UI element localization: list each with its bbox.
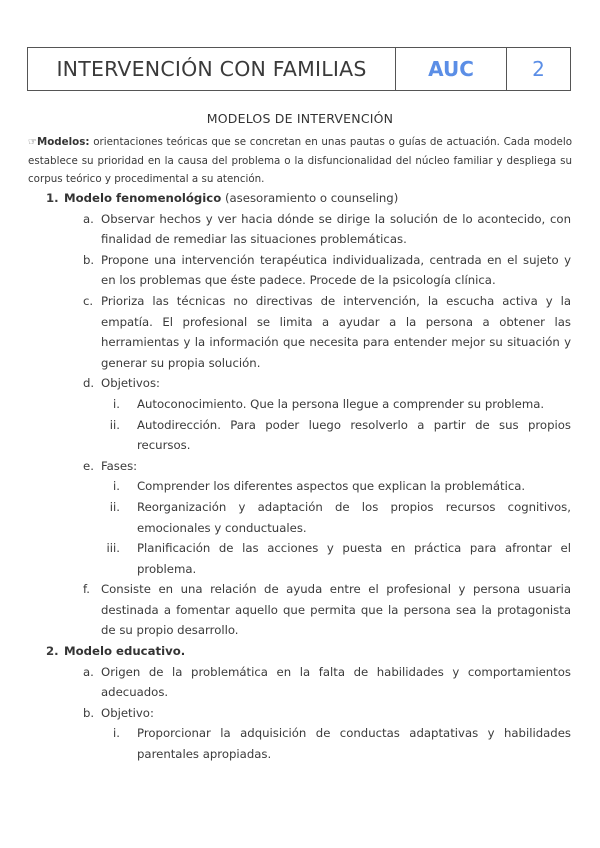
model-title: Modelo fenomenológico xyxy=(64,191,222,205)
list-item-text: Origen de la problemática en la falta de habilidades y comportamientos adecuados. xyxy=(101,664,571,700)
list-item-text: Autoconocimiento. Que la persona llegue a comprender su problema. xyxy=(137,396,545,411)
list-item xyxy=(0,209,600,250)
list-marker: 2. xyxy=(46,644,59,659)
list-marker: d. xyxy=(83,376,95,391)
sub-list-item xyxy=(0,538,600,579)
intro-text: orientaciones teóricas que se concretan en unas pautas o guías de actuación. Cada modelo establece su prioridad en la causa del problema o la disfuncionalidad del núcleo familiar y despliega su corpus teórico y procedimental a su atención. xyxy=(28,136,572,185)
list-marker: i. xyxy=(113,396,120,411)
unit-number: 2 xyxy=(506,48,570,90)
section-title: MODELOS DE INTERVENCIÓN xyxy=(206,111,394,126)
model-item xyxy=(0,641,600,662)
model-title: Modelo educativo. xyxy=(64,644,186,659)
sub-list-item xyxy=(0,497,600,538)
models-list xyxy=(0,188,600,765)
list-marker: i. xyxy=(113,479,120,494)
sub-list-item xyxy=(0,723,600,764)
list-marker: b. xyxy=(83,705,95,720)
list-item-text: Comprender los diferentes aspectos que explican la problemática. xyxy=(137,479,526,494)
list-marker: a. xyxy=(83,211,94,226)
list-item-text: Observar hechos y ver hacia dónde se dirige la solución de lo acontecido, con finalidad de remediar las situaciones problemáticas. xyxy=(101,211,571,247)
list-item xyxy=(0,291,600,373)
sub-list-item xyxy=(0,415,600,456)
list-marker: f. xyxy=(83,582,90,597)
list-item xyxy=(0,373,600,394)
model-subtitle: (asesoramiento o counseling) xyxy=(221,191,399,205)
list-item xyxy=(0,250,600,291)
list-item-text: Consiste en una relación de ayuda entre el profesional y persona usuaria destinada a fomentar aquello que permita que la persona sea la protagonista de su propio desarrollo. xyxy=(101,582,571,638)
list-item-text: Objetivos: xyxy=(101,376,160,391)
list-marker: e. xyxy=(83,458,94,473)
sub-list-item xyxy=(0,476,600,497)
list-item-text: Fases: xyxy=(101,458,138,473)
list-item-text: Propone una intervención terapéutica individualizada, centrada en el sujeto y en los problemas que éste padece. Procede de la psicología clínica. xyxy=(101,252,571,288)
list-item-text: Proporcionar la adquisición de conductas adaptativas y habilidades parentales apropiadas. xyxy=(137,726,571,762)
model-item xyxy=(0,188,600,209)
list-item-text: Planificación de las acciones y puesta en práctica para afrontar el problema. xyxy=(137,541,571,576)
subject-title: INTERVENCIÓN CON FAMILIAS xyxy=(56,57,367,81)
list-item xyxy=(0,703,600,724)
intro-paragraph xyxy=(28,133,572,188)
list-marker: b. xyxy=(83,252,95,267)
list-marker: ii. xyxy=(109,417,120,432)
list-item xyxy=(0,456,600,477)
list-marker: c. xyxy=(83,293,94,308)
list-marker: iii. xyxy=(106,541,120,556)
intro-term: Modelos: xyxy=(36,136,90,148)
list-item xyxy=(0,662,600,703)
list-marker: 1. xyxy=(46,191,59,205)
list-item-text: Objetivo: xyxy=(101,705,154,720)
subject-code: AUC xyxy=(395,48,506,90)
sub-list-item xyxy=(0,394,600,415)
list-item-text: Prioriza las técnicas no directivas de intervención, la escucha activa y la empatía. El profesional se limita a ayudar a la persona a obtener las herramientas y la información que necesita para entender mejor su situación y generar su propia solución. xyxy=(101,293,571,370)
list-item xyxy=(0,579,600,641)
list-item-text: Reorganización y adaptación de los propios recursos cognitivos, emocionales y conductuales. xyxy=(137,499,571,535)
header-table xyxy=(27,47,571,91)
list-item-text: Autodirección. Para poder luego resolverlo a partir de sus propios recursos. xyxy=(137,417,571,453)
list-marker: a. xyxy=(83,664,94,679)
list-marker: ii. xyxy=(109,499,120,514)
pointing-hand-icon: ☞ xyxy=(28,137,37,148)
list-marker: i. xyxy=(113,726,120,741)
